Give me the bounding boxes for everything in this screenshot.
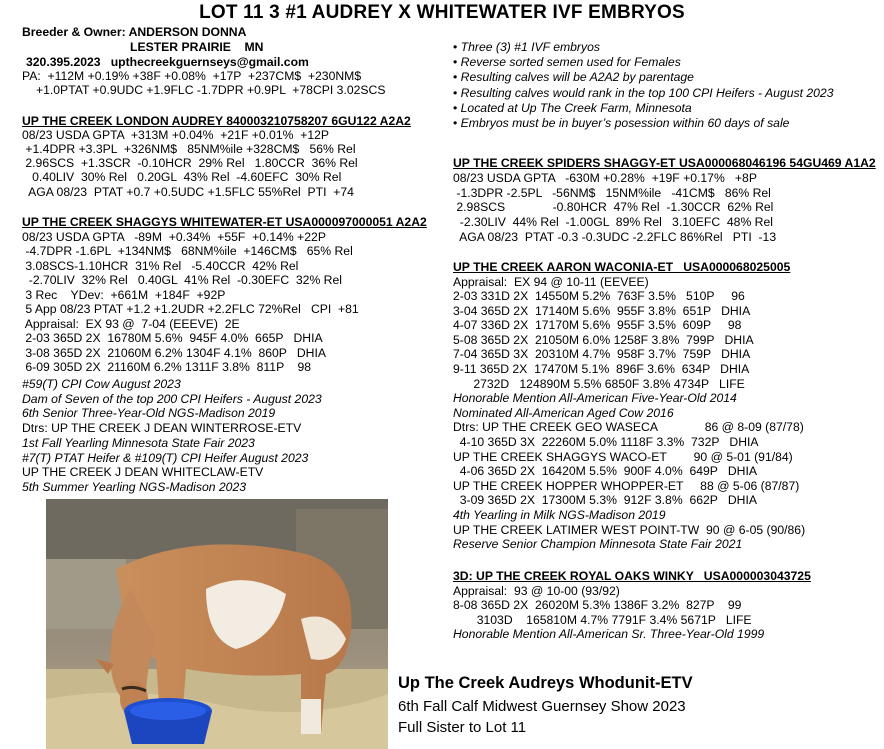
waconia-line: 5-08 365D 2X 21050M 6.0% 1258F 3.8% 799P DHIA bbox=[453, 333, 754, 347]
winky-line: 3103D 165810M 4.7% 7791F 3.4% 5671P LIFE bbox=[453, 613, 752, 627]
london-line: +1.4DPR +3.3PL +326NM$ 85NM%ile +328CM$ 56% Rel bbox=[22, 142, 356, 156]
whitewater-line: 3.08SCS-1.10HCR 31% Rel -5.40CCR 42% Rel bbox=[22, 259, 299, 273]
waconia-line: UP THE CREEK LATIMER WEST POINT-TW 90 @ 6-05 (90/86) bbox=[453, 523, 806, 537]
spiders-line: -1.3DPR -2.5PL -56NM$ 15NM%ile -41CM$ 86% Rel bbox=[453, 186, 771, 200]
waconia-line: 2-03 331D 2X 14550M 5.2% 763F 3.5% 510P 96 bbox=[453, 289, 745, 303]
london-header: UP THE CREEK LONDON AUDREY 840003210758207 6GU122 A2A2 bbox=[22, 114, 411, 128]
bullet-item: • Resulting calves will be A2A2 by parentage bbox=[453, 70, 833, 85]
whitewater-note: 5th Summer Yearling NGS-Madison 2023 bbox=[22, 480, 247, 494]
waconia-line: 3-04 365D 2X 17140M 5.6% 955F 3.8% 651P DHIA bbox=[453, 304, 751, 318]
photo-caption-name: Up The Creek Audreys Whodunit-ETV bbox=[398, 674, 693, 692]
london-line: 2.96SCS +1.3SCR -0.10HCR 29% Rel 1.80CCR 36% Rel bbox=[22, 156, 358, 170]
waconia-line: 2732D 124890M 5.5% 6850F 3.8% 4734P LIFE bbox=[453, 377, 745, 391]
waconia-line: 4-10 365D 3X 22260M 5.0% 1118F 3.3% 732P DHIA bbox=[453, 435, 759, 449]
winky-line: 8-08 365D 2X 26020M 5.3% 1386F 3.2% 827P 99 bbox=[453, 598, 742, 612]
page-title: LOT 11 3 #1 AUDREY X WHITEWATER IVF EMBRYOS bbox=[199, 2, 685, 23]
waconia-line: 7-04 365D 3X 20310M 4.7% 958F 3.7% 759P DHIA bbox=[453, 347, 751, 361]
waconia-line: Reserve Senior Champion Minnesota State Fair 2021 bbox=[453, 537, 743, 551]
spiders-header: UP THE CREEK SPIDERS SHAGGY-ET USA000068046196 54GU469 A1A2 bbox=[453, 156, 876, 170]
spiders-line: 2.98SCS -0.80HCR 47% Rel -1.30CCR 62% Rel bbox=[453, 200, 774, 214]
winky-header: 3D: UP THE CREEK ROYAL OAKS WINKY USA000003043725 bbox=[453, 569, 811, 583]
whitewater-note: 1st Fall Yearling Minnesota State Fair 2023 bbox=[22, 436, 255, 450]
london-line: 0.40LIV 30% Rel 0.20GL 43% Rel -4.60EFC 30% Rel bbox=[22, 170, 342, 184]
winky-line: Appraisal: 93 @ 10-00 (93/92) bbox=[453, 584, 620, 598]
whitewater-note: 6th Senior Three-Year-Old NGS-Madison 2019 bbox=[22, 406, 276, 420]
spiders-line: AGA 08/23 PTAT -0.3 -0.3UDC -2.2FLC 86%Rel PTI -13 bbox=[453, 230, 777, 244]
pa-line-2: +1.0PTAT +0.9UDC +1.9FLC -1.7DPR +0.9PL +78CPI 3.02SCS bbox=[36, 83, 386, 97]
waconia-header: UP THE CREEK AARON WACONIA-ET USA000068025005 bbox=[453, 260, 791, 274]
waconia-line: Nominated All-American Aged Cow 2016 bbox=[453, 406, 674, 420]
bullet-item: • Located at Up The Creek Farm, Minnesota bbox=[453, 101, 833, 116]
waconia-line: Dtrs: UP THE CREEK GEO WASECA 86 @ 8-09 (87/78) bbox=[453, 420, 804, 434]
waconia-line: 4th Yearling in Milk NGS-Madison 2019 bbox=[453, 508, 666, 522]
whitewater-note: #7(T) PTAT Heifer & #109(T) CPI Heifer August 2023 bbox=[22, 451, 309, 465]
whitewater-line: -4.7DPR -1.6PL +134NM$ 68NM%ile +146CM$ 65% Rel bbox=[22, 244, 353, 258]
london-line: 08/23 USDA GPTA +313M +0.04% +21F +0.01% +12P bbox=[22, 128, 330, 142]
waconia-line: Honorable Mention All-American Five-Year-Old 2014 bbox=[453, 391, 737, 405]
whitewater-line: Appraisal: EX 93 @ 7-04 (EEEVE) 2E bbox=[22, 317, 240, 331]
waconia-line: Appraisal: EX 94 @ 10-11 (EEVEE) bbox=[453, 275, 649, 289]
photo-caption-award: 6th Fall Calf Midwest Guernsey Show 2023 bbox=[398, 698, 686, 715]
waconia-line: 3-09 365D 2X 17300M 5.3% 912F 3.8% 662P DHIA bbox=[453, 493, 757, 507]
waconia-line: UP THE CREEK SHAGGYS WACO-ET 90 @ 5-01 (91/84) bbox=[453, 450, 793, 464]
waconia-line: 4-06 365D 2X 16420M 5.5% 900F 4.0% 649P DHIA bbox=[453, 464, 757, 478]
whitewater-line: 08/23 USDA GPTA -89M +0.34% +55F +0.14% +22P bbox=[22, 230, 326, 244]
bullet-item: • Three (3) #1 IVF embryos bbox=[453, 40, 833, 55]
heifer-photo-illustration bbox=[46, 499, 388, 749]
breeder-name: ANDERSON DONNA bbox=[128, 25, 247, 39]
heifer-photo bbox=[46, 499, 388, 749]
breeder-contact: 320.395.2023 upthecreekguernseys@gmail.com bbox=[26, 55, 309, 69]
breeder-label: Breeder & Owner: bbox=[22, 25, 126, 39]
breeder-label-line bbox=[22, 25, 246, 39]
spiders-line: 08/23 USDA GPTA -630M +0.28% +19F +0.17% +8P bbox=[453, 171, 757, 185]
whitewater-line: 2-03 365D 2X 16780M 5.6% 945F 4.0% 665P DHIA bbox=[22, 331, 323, 345]
london-line: AGA 08/23 PTAT +0.7 +0.5UDC +1.5FLC 55%Rel PTI +74 bbox=[22, 185, 354, 199]
photo-caption-relation: Full Sister to Lot 11 bbox=[398, 719, 527, 736]
waconia-line: 4-07 336D 2X 17170M 5.6% 955F 3.5% 609P 98 bbox=[453, 318, 742, 332]
bullet-item: • Resulting calves would rank in the top 100 CPI Heifers - August 2023 bbox=[453, 86, 833, 101]
whitewater-line: -2.70LIV 32% Rel 0.40GL 41% Rel -0.30EFC 32% Rel bbox=[22, 273, 342, 287]
whitewater-note: #59(T) CPI Cow August 2023 bbox=[22, 377, 181, 391]
bullet-item: • Embryos must be in buyer’s posession within 60 days of sale bbox=[453, 116, 833, 131]
lot-bullets bbox=[453, 40, 833, 131]
whitewater-line: 3-08 365D 2X 21060M 6.2% 1304F 4.1% 860P DHIA bbox=[22, 346, 326, 360]
spiders-line: -2.30LIV 44% Rel -1.00GL 89% Rel 3.10EFC 48% Rel bbox=[453, 215, 773, 229]
waconia-line: 9-11 365D 2X 17470M 5.1% 896F 3.6% 634P DHIA bbox=[453, 362, 750, 376]
whitewater-header: UP THE CREEK SHAGGYS WHITEWATER-ET USA000097000051 A2A2 bbox=[22, 215, 427, 229]
whitewater-note: Dtrs: UP THE CREEK J DEAN WINTERROSE-ETV bbox=[22, 421, 302, 435]
whitewater-line: 5 App 08/23 PTAT +1.2 +1.2UDR +2.2FLC 72%Rel CPI +81 bbox=[22, 302, 359, 316]
breeder-city: LESTER PRAIRIE MN bbox=[130, 40, 264, 54]
waconia-line: UP THE CREEK HOPPER WHOPPER-ET 88 @ 5-06 (87/87) bbox=[453, 479, 800, 493]
winky-line: Honorable Mention All-American Sr. Three-Year-Old 1999 bbox=[453, 627, 765, 641]
bullet-item: • Reverse sorted semen used for Females bbox=[453, 55, 833, 70]
whitewater-line: 3 Rec YDev: +661M +184F +92P bbox=[22, 288, 226, 302]
pa-line-1: PA: +112M +0.19% +38F +0.08% +17P +237CM$ +230NM$ bbox=[22, 69, 362, 83]
whitewater-note: Dam of Seven of the top 200 CPI Heifers - August 2023 bbox=[22, 392, 322, 406]
whitewater-note: UP THE CREEK J DEAN WHITECLAW-ETV bbox=[22, 465, 264, 479]
whitewater-line: 6-09 305D 2X 21160M 6.2% 1311F 3.8% 811P 98 bbox=[22, 360, 312, 374]
